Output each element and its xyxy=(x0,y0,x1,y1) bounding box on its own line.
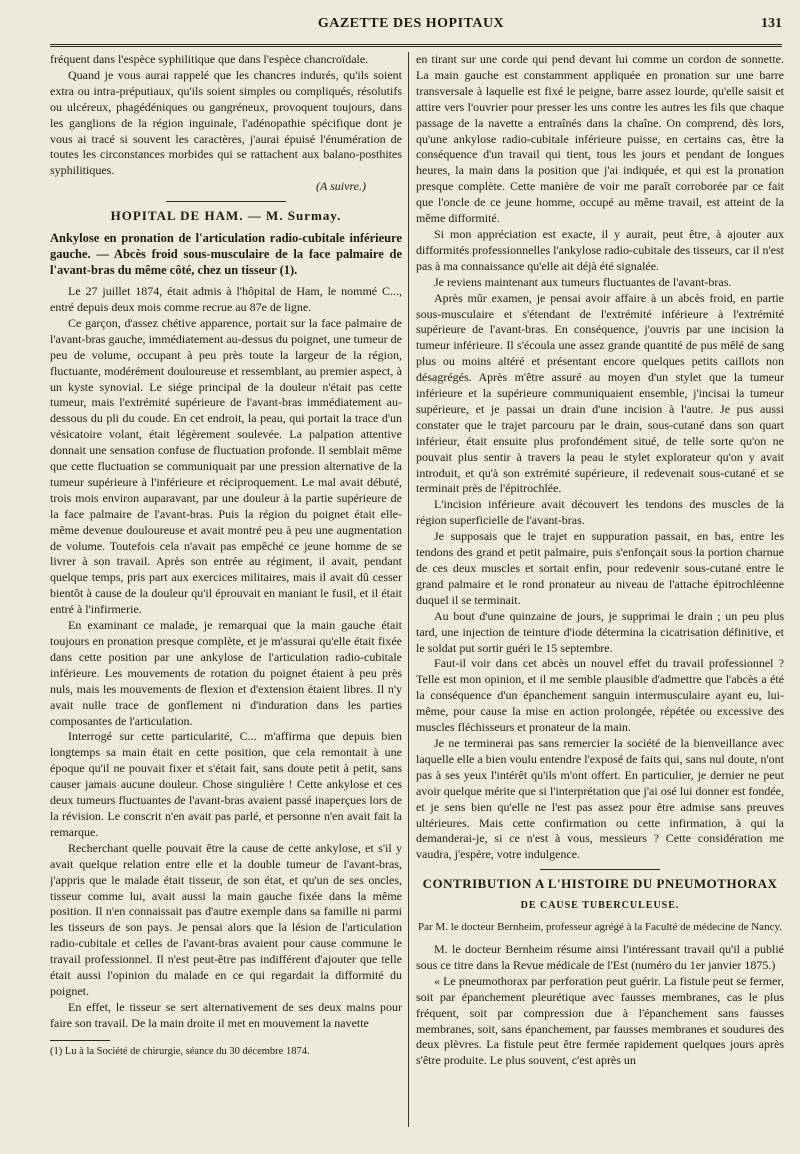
paragraph: Si mon appréciation est exacte, il y aurait, peut être, à ajouter aux difformités professionnelles l'ankylose radio-cubitale des tisseurs, car il n'est pas à ma connaissance qu'elle ait déjà été signalée. xyxy=(416,226,784,273)
paragraph: Je reviens maintenant aux tumeurs fluctuantes de l'avant-bras. xyxy=(434,274,732,289)
paragraph: « Le pneumothorax par perforation peut guérir. La fistule peut se fermer, soit par épanchement pleurétique avec fausses membranes, cas le plus fréquent, soit par compression due à l'épanchement sans fausses membranes, soit, sans épanchement, par fausses membranes et soudures des deux plèvres. La fistule peut être fermée rapidement quelques jours après s'être produite. Le plus souvent, c'est après un xyxy=(416,973,784,1068)
paragraph: Après mûr examen, je pensai avoir affaire à un abcès froid, en partie sous-musculaire et s'étendant de l'extrémité inférieure à l'extrémité supérieure de l'avant-bras. En conséquence, j'ouvris par une incision la tumeur inférieure. Il s'écoula une assez grande quantité de pus mêlé de sang plus ou moins altéré et présentant encore quelques petits caillots non désagrégés. Après m'être assuré au moyen d'un stylet que la tumeur inférieure et la supérieure communiquaient ensemble, j'incisai la tumeur supérieure, et je passai un drain d'une incision à l'autre. Je pus aussi constater que le trajet parcouru par le drain, sous-cutané dans son quart inférieur, était ensuite plus profondément situé, de telle sorte qu'on ne pouvait plus sentir à travers la peau le stylet explorateur qu'on y avait introduit, et qu'à son extrémité supérieure, il redevenait sous-cutané et se terminait près de l'épitrochlée. xyxy=(416,290,784,496)
page-header xyxy=(40,14,782,38)
paragraph: Faut-il voir dans cet abcès un nouvel effet du travail professionnel ? Telle est mon opinion, et il me semble plausible d'admettre que l'abcès a été la conséquence d'un épanchement sanguin intermusculaire ayant eu, lui-même, pour cause la mise en action prolongée, répétée ou excessive des muscles fléchisseurs et pronateur de la main. xyxy=(416,656,784,735)
paragraph: en tirant sur une corde qui pend devant lui comme un cordon de sonnette. La main gauche est constamment appliquée en pronation sur une barre transversale à laquelle est fixé le peigne, barre assez lourde, qu'elle saisit et attire vers l'ouvrier pour presser les uns contre les autres les fils que chaque passage de la navette a entraînés dans la chaîne. On comprend, dès lors, qu'une ankylose radio-cubitale inférieure puisse, en certains cas, être la conséquence d'un travail qui tient, tous les jours et pendant de longues heures, la main dans la position que j'ai indiquée, et qui est la pronation presque complète. Cette manière de voir me paraît corroborée par ce fait que l'oncle de ce jeune homme, occupé au même travail, est atteint de la même difformité. xyxy=(416,52,784,226)
paragraph: Je supposais que le trajet en suppuration passait, en bas, entre les tendons des grand et petit palmaire, puis s'enfonçait sous la portion charnue de ces deux muscles et sortait enfin, pour redevenir sous-cutané entre le grand palmaire et le rond pronateur au niveau de l'attache épitrochléenne duquel il se terminait. xyxy=(416,529,784,607)
byline: Par M. le docteur Bernheim, professeur agrégé à la Faculté de médecine de Nancy. xyxy=(418,921,782,934)
section-divider xyxy=(540,869,660,870)
paragraph: Quand je vous aurai rappelé que les chancres indurés, qu'ils soient extra ou intra-préputiaux, qu'ils soient simples ou compliqués, résolutifs ou ulcéreux, phagédéniques ou gangréneux, provoquent toujours, dans les ganglions de la région inguinale, l'adénopathie spécifique dont je vous ai tracé si souvent les caractères, j'aurai épuisé l'énumération de toutes les circonstances morbides qui se rattachent aux balano-posthites syphilitiques. xyxy=(50,67,402,178)
header-rule xyxy=(50,44,782,47)
paragraph: L'incision inférieure avait découvert les tendons des muscles de la région superficielle de l'avant-bras. xyxy=(416,497,784,528)
section-title: HOPITAL DE HAM. — M. Surmay. xyxy=(110,208,342,224)
footnote: (1) Lu à la Société de chirurgie, séance du 30 décembre 1874. xyxy=(50,1045,310,1057)
to-be-continued: (A suivre.) xyxy=(316,179,366,194)
paragraph: En examinant ce malade, je remarquai que la main gauche était toujours en pronation presque complète, et je m'assurai qu'elle était fixée dans cette position par une ankylose de l'articulation radio-cubitale inférieure. Les mouvements de rotation du poignet étaient à peu près nuls, mais les mouvements de flexion et d'extension étaient libres. Il n'y avait nulle trace de gonflement ni d'induration dans les parties composantes de l'articulation. xyxy=(50,618,402,728)
section-divider xyxy=(166,201,286,202)
page-number: 131 xyxy=(761,16,782,31)
paragraph: En effet, le tisseur se sert alternativement de ses deux mains pour faire son travail. De la main droite il met en mouvement la navette xyxy=(50,999,402,1030)
column-separator xyxy=(408,52,409,1127)
paragraph: Recherchant quelle pouvait être la cause de cette ankylose, et s'il y avait quelque relation entre elle et la double tumeur de l'avant-bras, j'appris que le malade était tisseur, de son état, et qu'un de ses oncles, tisseur comme lui, avait aussi la main gauche fixée dans la même position. Il n'en connaissait pas d'autre exemple dans sa famille ni parmi les tisseurs de son pays. Je pensai alors que la lésion de l'articulation radio-cubitale et celles de l'avant-bras avaient pour cause commune le travail professionnel. Il n'est peut-être pas indifférent d'ajouter que telle était aussi l'opinion du malade en ce qui regardait la difformité du poignet. xyxy=(50,840,402,998)
left-column xyxy=(50,52,402,1140)
article-title: CONTRIBUTION A L'HISTOIRE DU PNEUMOTHORAX xyxy=(422,876,778,892)
paragraph: fréquent dans l'espèce syphilitique que dans l'espèce chancroïdale. xyxy=(50,52,369,66)
article-subtitle: DE CAUSE TUBERCULEUSE. xyxy=(520,900,680,912)
paragraph: Ce garçon, d'assez chétive apparence, portait sur la face palmaire de l'avant-bras gauche, immédiatement au-dessus du poignet, une tumeur de peu de volume, occupant à peu près toute la largeur de la région, fluctuante, modérément douloureuse et ressemblant, au premier aspect, à un kyste synovial. Le siége principal de la douleur n'était pas cette tumeur, mais l'extrémité supérieure de l'avant-bras immédiatement au-dessous du pli du coude. En cet endroit, la peau, qui portait la trace d'un vésicatoire volant, était légèrement soulevée. La palpation attentive donnait une sensation confuse de fluctuation profonde. Il semblait même que cette fluctuation se communiquait par une pression alternative de la tumeur supérieure à l'inférieure et réciproquement. Le mal avait débuté, trois mois environ auparavant, par une douleur à la partie supérieure de la face palmaire de l'avant-bras. Puis la région du poignet était elle-même devenue douloureuse et avait montré peu à peu une augmentation de volume. Toutefois cela n'avait pas empêché ce jeune homme de se livrer à son travail. Après son entrée au régiment, il avait, pendant quelque temps, pris part aux exercices militaires, mais il avait dû cesser bientôt à cause de la douleur qu'il éprouvait en maniant le fusil, et il était entré à l'infirmerie. xyxy=(50,315,402,617)
right-column xyxy=(416,52,784,1092)
journal-title: GAZETTE DES HOPITAUX xyxy=(317,16,505,31)
paragraph: Le 27 juillet 1874, était admis à l'hôpital de Ham, le nommé C..., entré depuis deux mois comme recrue au 87e de ligne. xyxy=(50,284,402,314)
footnote-rule xyxy=(50,1040,110,1041)
article-title: Ankylose en pronation de l'articulation radio-cubitale inférieure gauche. — Abcès froid sous-musculaire de la face palmaire de l'avant-bras du même côté, chez un tisseur (1). xyxy=(50,231,402,278)
paragraph: M. le docteur Bernheim résume ainsi l'intéressant travail qu'il a publié sous ce titre dans la Revue médicale de l'Est (numéro du 1er janvier 1875.) xyxy=(416,942,784,972)
paragraph: Interrogé sur cette particularité, C... m'affirma que depuis bien longtemps sa main était en cette position, que cela remontait à une époque qu'il ne pouvait fixer et s'était fait, sans doute petit à petit, sans causer jamais aucune douleur. Chose singulière ! Cette ankylose et ces deux tumeurs fluctuantes de l'avant-bras avaient passé inaperçues lors de la révision. Le conscrit n'en avait pas parlé, et personne n'en avait fait la remarque. xyxy=(50,729,402,839)
paragraph: Au bout d'une quinzaine de jours, je supprimai le drain ; un peu plus tard, une injection de teinture d'iode détermina la cicatrisation définitive, et le soldat put sortir guéri le 15 septembre. xyxy=(416,608,784,655)
paragraph: Je ne terminerai pas sans remercier la société de la bienveillance avec laquelle elle a bien voulu entendre l'exposé de faits qui, sans nul doute, n'ont pas à ses yeux l'intérêt qu'ils m'ont offert. En particulier, je dernier ne peut avoir quelque mérite que si l'interprétation que j'ai osé lui donner est fondée, et je sens bien qu'elle ne l'est pas assez pour être admise sans preuves ultérieures. Mais cette confirmation ou cette infirmation, à qui la demanderai-je, si ce n'est à vous, messieurs ? Cette considération me vaudra, j'espère, votre indulgence. xyxy=(416,735,784,862)
